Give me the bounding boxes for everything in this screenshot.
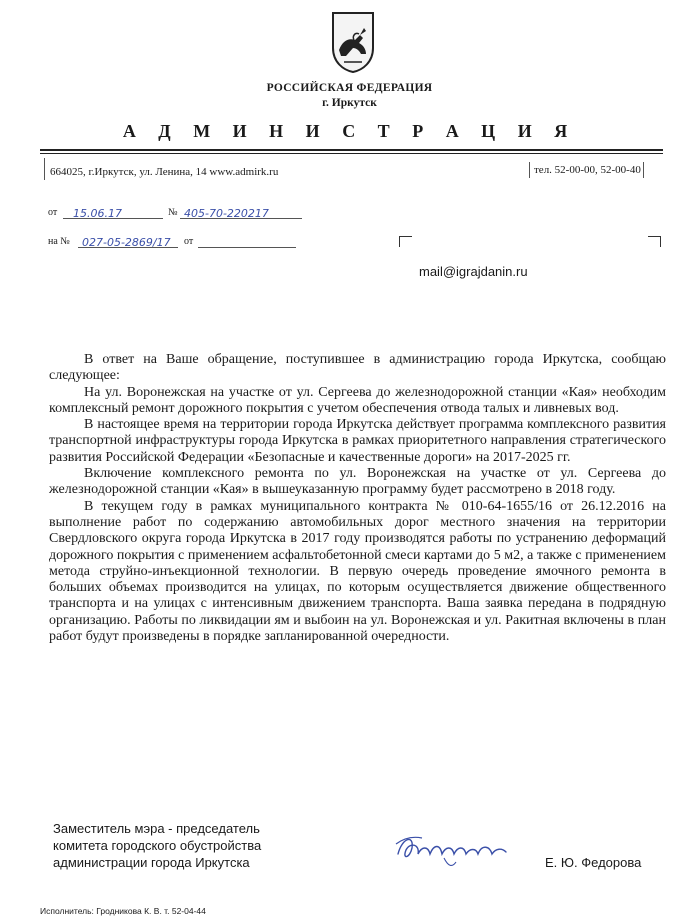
ref-date-label: от xyxy=(184,236,194,247)
body-paragraph: Включение комплексного ремонта по ул. Воронежская на участке от ул. Сергеева до железнодорожной станции «Кая» в вышеуказанную программу будет рассмотрено в 2018 году. xyxy=(49,466,666,498)
country-name: РОССИЙСКАЯ ФЕДЕРАЦИЯ xyxy=(266,82,433,94)
body-paragraph: В ответ на Ваше обращение, поступившее в администрацию города Иркутска, сообщаю следующее: xyxy=(49,352,666,384)
handwritten-signature xyxy=(392,824,512,874)
header-divider xyxy=(40,149,663,151)
recipient-corner-right xyxy=(648,236,661,247)
executor-info: Исполнитель: Гродникова К. В. т. 52-04-44 xyxy=(40,906,206,916)
city-name: г. Иркутск xyxy=(322,97,377,109)
date-value: 15.06.17 xyxy=(73,207,122,220)
body-paragraph: На ул. Воронежская на участке от ул. Сергеева до железнодорожной станции «Кая» необходим комплексный ремонт дорожного покрытия с учетом обеспечения отвода талых и ливневых вод. xyxy=(49,384,666,416)
ref-number-field xyxy=(78,233,178,248)
header-divider-thin xyxy=(40,153,663,154)
organization-title: А Д М И Н И С Т Р А Ц И Я xyxy=(122,121,577,141)
ref-number-label: на № xyxy=(48,236,70,247)
position-line: Заместитель мэра - председатель xyxy=(53,821,260,836)
date-field xyxy=(63,204,163,219)
date-label: от xyxy=(48,207,58,218)
number-field xyxy=(180,204,302,219)
signatory-position xyxy=(53,820,261,871)
position-line: администрации города Иркутска xyxy=(53,855,250,870)
city-emblem-icon xyxy=(330,10,376,74)
signatory-name: Е. Ю. Федорова xyxy=(545,855,642,870)
organization-phone: тел. 52-00-00, 52-00-40 xyxy=(529,162,644,178)
recipient-corner-left xyxy=(399,236,412,247)
number-value: 405-70-220217 xyxy=(184,207,269,220)
number-label: № xyxy=(168,207,178,218)
ref-number-value: 027-05-2869/17 xyxy=(82,236,171,249)
position-line: комитета городского обустройства xyxy=(53,838,262,853)
body-paragraph: В текущем году в рамках муниципального контракта № 010-64-1655/16 от 26.12.2016 на выполнение работ по содержанию автомобильных дорог местного значения на территории Свердловского округа города Иркутска в 2017 году производятся работы по устранению деформаций дорожного покрытия с применением асфальтобетонной смеси картами до 5 м2, а также с применением метода струйно-инъекционной технологии. В первую очередь проведение ямочного ремонта в больших объемах производится на улицах, по которым осуществляется движение общественного транспорта и на улицах с интенсивным движением транспорта. Ваша заявка передана в подрядную организацию. Работы по ликвидации ям и выбоин на ул. Воронежская и ул. Ракитная включены в план работ будут произведены в порядке запланированной очередности. xyxy=(49,498,666,645)
ref-date-field xyxy=(198,233,296,248)
organization-address: 664025, г.Иркутск, ул. Ленина, 14 www.admirk.ru xyxy=(50,166,279,178)
recipient-email: mail@igrajdanin.ru xyxy=(419,264,528,279)
body-paragraph: В настоящее время на территории города Иркутска действует программа комплексного развития транспортной инфраструктуры города Иркутска в рамках приоритетного направления стратегического развития Российской Федерации «Безопасные и качественные дороги» на 2017-2025 гг. xyxy=(49,417,666,465)
letter-body xyxy=(49,352,666,645)
